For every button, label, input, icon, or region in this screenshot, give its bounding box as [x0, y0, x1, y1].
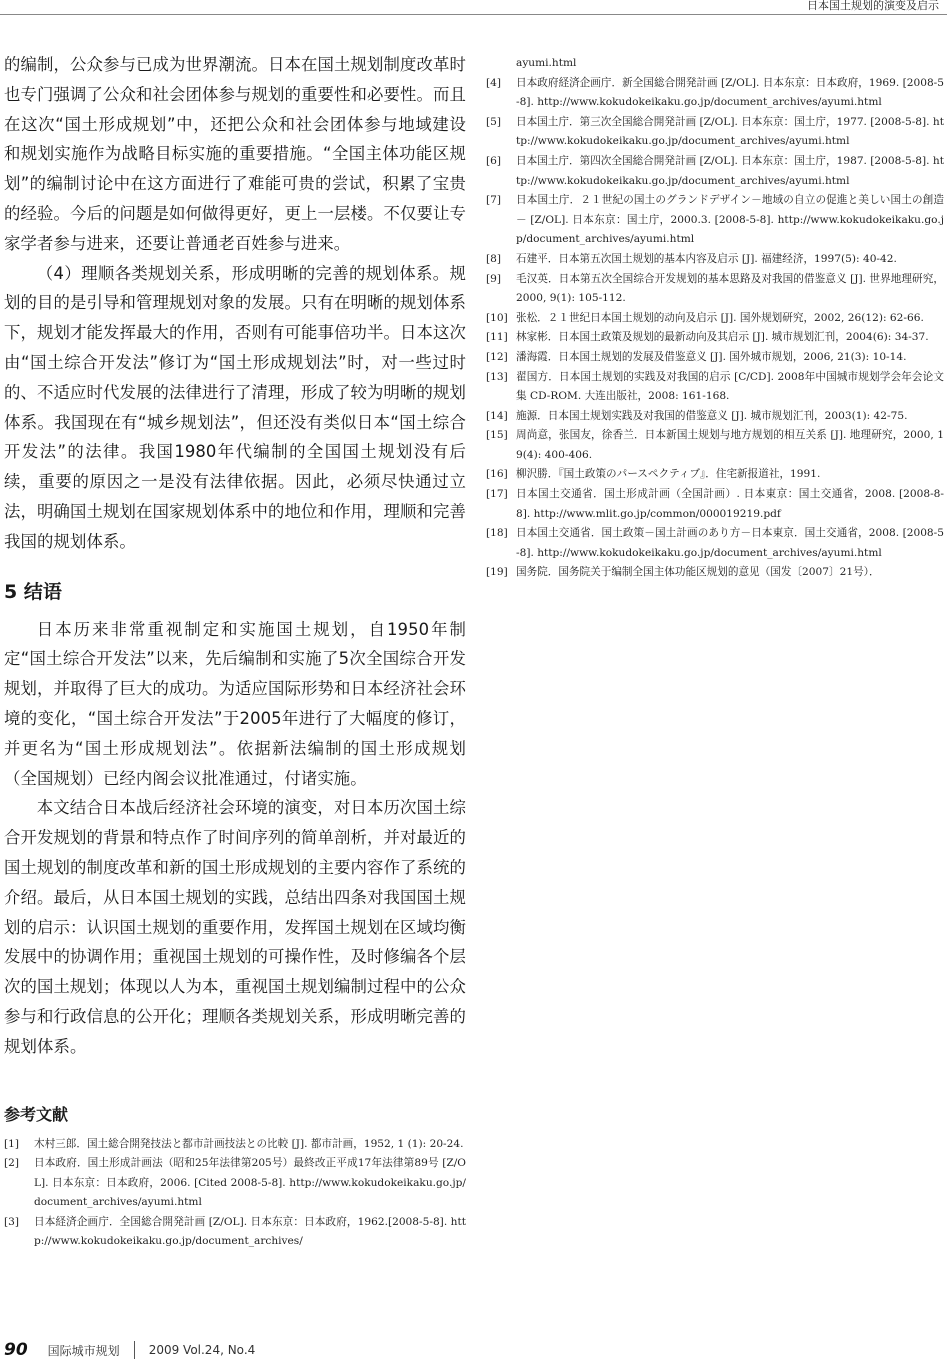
reference-number: [11]	[486, 331, 508, 344]
reference-item	[486, 74, 944, 113]
references-heading: 参考文献	[4, 1104, 69, 1124]
reference-text: 翟国方．日本国土规划的实践及对我国的启示 [C/CD]. 2008年中国城市规划学会年会论文集 CD-ROM. 大连出版社，2008: 161-168.	[516, 370, 944, 403]
reference-number: [4]	[486, 76, 502, 89]
reference-number: [15]	[486, 429, 508, 442]
reference-text: 日本政府．国土形成計画法（昭和25年法律第205号）最終改正平成17年法律第89号 [Z/OL]. 日本东京：日本政府，2006. [Cited 2008-5-8]. http://www.kokudokeikaku.go.jp/document_archives/ayumi.html	[34, 1157, 466, 1209]
reference-number: [18]	[486, 527, 508, 540]
reference-text: 日本国土庁．第四次全国総合開発計画 [Z/OL]. 日本东京：国土庁，1987. [2008-5-8]. http://www.kokudokeikaku.go.jp/document_archives/ayumi.html	[516, 154, 944, 187]
reference-item	[486, 368, 944, 407]
reference-item	[486, 191, 944, 250]
reference-item	[486, 348, 944, 368]
reference-number: [10]	[486, 311, 508, 324]
reference-list-continued	[486, 54, 944, 583]
reference-item	[486, 270, 944, 309]
reference-item	[486, 113, 944, 152]
reference-item	[486, 426, 944, 465]
header-rule	[0, 14, 947, 15]
reference-text: 日本国土交通省．国土政策－国土計画のあり方－日本東京．国土交通省，2008. [2008-5-8]. http://www.kokudokeikaku.go.jp/document_archives/ayumi.html	[516, 527, 944, 559]
reference-text: 周尚意，张国友，徐香兰．日本新国土规划与地方规划的相互关系 [J]. 地理研究，2000, 19(4): 400-406.	[516, 429, 944, 461]
section-heading: 5 结语	[4, 580, 62, 603]
body-paragraph: （4）理顺各类规划关系，形成明晰的完善的规划体系。规划的目的是引导和管理规划对象的发展。只有在明晰的规划体系下，规划才能发挥最大的作用，否则有可能事倍功半。日本这次由“国土综合开发法”修订为“国土形成规划法”时，对一些过时的、不适应时代发展的法律进行了清理，形成了较为明晰的规划体系。我国现在有“城乡规划法”，但还没有类似日本“国土综合开发法”的法律。我国1980年代编制的全国国土规划没有后续，重要的原因之一是没有法律依据。因此，必须尽快通过立法，明确国土规划在国家规划体系中的地位和作用，理顺和完善我国的规划体系。	[4, 263, 466, 551]
reference-number: [12]	[486, 350, 508, 363]
reference-continuation	[486, 54, 944, 74]
reference-number: [16]	[486, 468, 508, 481]
reference-item	[486, 328, 944, 348]
reference-item	[486, 407, 944, 427]
reference-number: [5]	[486, 115, 502, 128]
reference-item	[4, 1213, 466, 1252]
reference-text: 日本経済企画庁．全国総合開発計画 [Z/OL]. 日本东京：日本政府，1962.[2008-5-8]. http://www.kokudokeikaku.go.jp/document_archives/	[34, 1215, 466, 1248]
left-column	[4, 50, 466, 1252]
reference-text: 林家彬．日本国土政策及规划的最新动向及其启示 [J]. 城市规划汇刊，2004(6): 34-37.	[516, 331, 929, 344]
reference-number: [14]	[486, 409, 508, 422]
reference-text: 国务院．国务院关于编制全国主体功能区规划的意见（国发〔2007〕21号）．	[516, 566, 880, 579]
reference-text: 日本国土庁．２１世紀の国土のグランドデザイン－地域の自立の促進と美しい国土の創造－ [Z/OL]. 日本东京：国土庁，2000.3. [2008-5-8]. http://www.kokudokeikaku.go.jp/document_archives/ayumi.html	[516, 194, 944, 246]
journal-name: 国际城市规划	[47, 1343, 120, 1358]
reference-text: 张松．２１世纪日本国土规划的动向及启示 [J]. 国外规划研究，2002, 26(12): 62-66.	[516, 311, 924, 324]
reference-text: 石建平．日本第五次国土规划的基本内容及启示 [J]. 福建经济，1997(5): 40-42.	[516, 252, 897, 265]
reference-text: 木村三郎．国土総合開発技法と都市計画技法との比較 [J]. 都市計画，1952, 1 (1): 20-24.	[34, 1137, 464, 1150]
running-head: 日本国土规划的演变及启示	[801, 0, 939, 14]
reference-text: 日本政府経済企画庁．新全国総合開発計画 [Z/OL]. 日本东京：日本政府，1969. [2008-5-8]. http://www.kokudokeikaku.go.jp/document_archives/ayumi.html	[516, 76, 944, 109]
page-number: 90	[4, 1340, 28, 1360]
footer-divider	[134, 1341, 135, 1359]
reference-number: [1]	[4, 1137, 20, 1150]
reference-number: [8]	[486, 252, 502, 265]
reference-text: 日本国土交通省．国土形成計画（全国計画）. 日本東京：国土交通省，2008. [2008-8-8]. http://www.mlit.go.jp/common/000019219.pdf	[516, 488, 944, 520]
reference-number: [13]	[486, 370, 508, 383]
reference-item	[486, 563, 944, 583]
body-paragraph: 的编制，公众参与已成为世界潮流。日本在国土规划制度改革时也专门强调了公众和社会团体参与规划的重要性和必要性。而且在这次“国土形成规划”中，还把公众和社会团体参与地域建设和规划实施作为战略目标实施的重要措施。“全国主体功能区规划”的编制讨论中在这方面进行了难能可贵的尝试，积累了宝贵的经验。今后的问题是如何做得更好，更上一层楼。不仅要让专家学者参与进来，还要让普通老百姓参与进来。	[4, 55, 466, 253]
reference-number: [7]	[486, 194, 502, 207]
reference-text: 柳沢勝．『国土政策のパースペクティブ』．住宅新报道社，1991.	[516, 468, 821, 481]
reference-number: [17]	[486, 488, 508, 501]
reference-item	[4, 1154, 466, 1213]
reference-number: [9]	[486, 272, 502, 285]
reference-item	[486, 309, 944, 329]
body-paragraph: 本文结合日本战后经济社会环境的演变，对日本历次国土综合开发规划的背景和特点作了时间序列的简单剖析，并对最近的国土规划的制度改革和新的国土形成规划的主要内容作了系统的介绍。最后，从日本国土规划的实践，总结出四条对我国国土规划的启示：认识国土规划的重要作用，发挥国土规划在区域均衡发展中的协调作用；重视国土规划的可操作性，及时修编各个层次的国土规划；体现以人为本，重视国土规划编制过程中的公众参与和行政信息的公开化；理顺各类规划关系，形成明晰完善的规划体系。	[4, 798, 466, 1056]
reference-text: 日本国土庁．第三次全国総合開発計画 [Z/OL]. 日本东京：国土庁，1977. [2008-5-8]. http://www.kokudokeikaku.go.jp/document_archives/ayumi.html	[516, 115, 944, 148]
reference-number: [3]	[4, 1215, 20, 1228]
reference-text: 毛汉英．日本第五次全国综合开发规划的基本思路及对我国的借鉴意义 [J]. 世界地理研究，2000, 9(1): 105-112.	[516, 272, 944, 305]
reference-text: 潘海霞．日本国土规划的发展及借鉴意义 [J]. 国外城市规划，2006, 21(3): 10-14.	[516, 350, 907, 363]
reference-text: ayumi.html	[516, 57, 577, 69]
reference-list	[4, 1135, 466, 1253]
reference-number: [6]	[486, 154, 502, 167]
reference-item	[486, 485, 944, 524]
reference-text: 施源．日本国土规划实践及对我国的借鉴意义 [J]. 城市规划汇刊，2003(1): 42-75.	[516, 409, 908, 422]
page-footer	[4, 1340, 255, 1360]
reference-item	[4, 1135, 466, 1155]
body-paragraph: 日本历来非常重视制定和实施国土规划，自1950年制定“国土综合开发法”以来，先后编制和实施了5次全国综合开发规划，并取得了巨大的成功。为适应国际形势和日本经济社会环境的变化，“国土综合开发法”于2005年进行了大幅度的修订，并更名为“国土形成规划法”。依据新法编制的国土形成规划（全国规划）已经内阁会议批准通过，付诸实施。	[4, 619, 466, 788]
reference-item	[486, 250, 944, 270]
reference-number: [19]	[486, 566, 508, 579]
reference-number: [2]	[4, 1157, 20, 1170]
right-column	[486, 54, 944, 583]
journal-issue: 2009 Vol.24, No.4	[148, 1343, 256, 1357]
reference-item	[486, 465, 944, 485]
reference-item	[486, 152, 944, 191]
reference-item	[486, 524, 944, 563]
